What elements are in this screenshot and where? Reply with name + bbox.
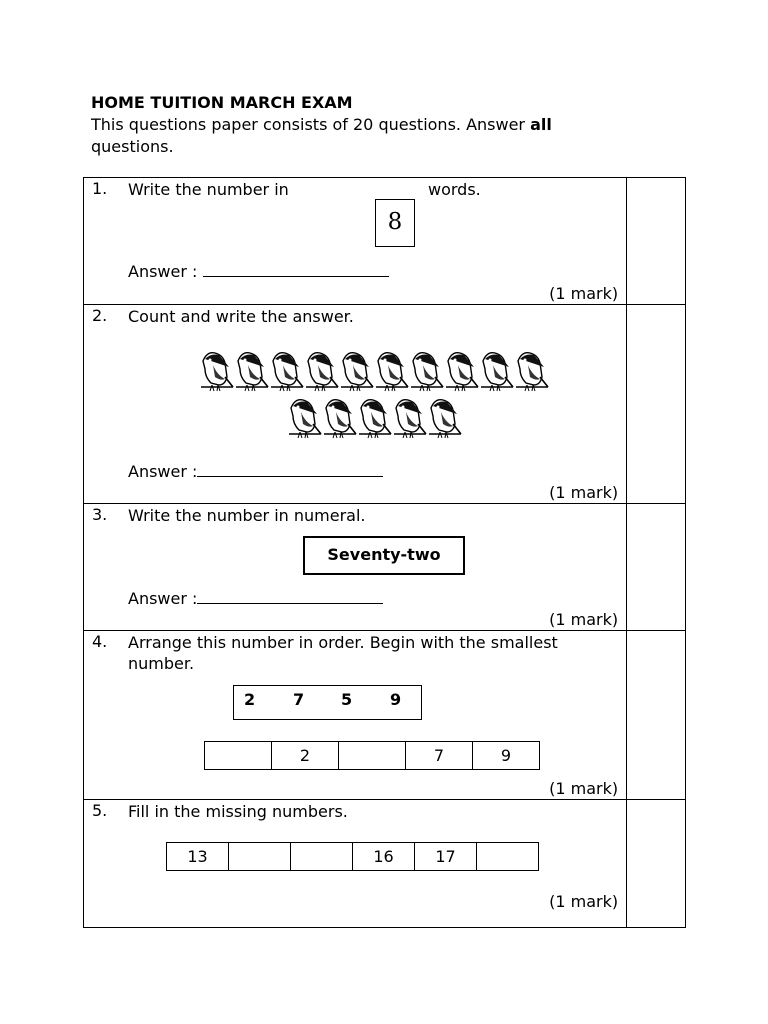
instructions-line2: questions. (91, 137, 174, 156)
question-text: Count and write the answer. (128, 307, 354, 326)
sequence-cell[interactable] (477, 843, 539, 871)
given-number: 5 (341, 690, 353, 709)
answer-area (128, 589, 383, 608)
toucan-bird-image (199, 380, 234, 399)
question-cell (84, 631, 627, 800)
given-number: 9 (390, 690, 402, 709)
question-text-line2: number. (128, 654, 195, 673)
toucan-bird-image (287, 427, 322, 446)
sequence-cell[interactable]: 13 (167, 843, 229, 871)
bird-row-1 (199, 347, 549, 399)
given-number: 7 (293, 690, 305, 709)
toucan-bird-image (479, 380, 514, 399)
question-row-1 (84, 178, 686, 305)
mark-cell (627, 178, 686, 305)
order-answer-boxes (204, 741, 540, 770)
exam-header (91, 92, 651, 158)
question-text: Write the number in (128, 180, 289, 199)
missing-numbers-boxes (166, 842, 539, 871)
answer-line[interactable] (197, 462, 383, 477)
order-cell[interactable] (339, 742, 406, 770)
question-number: 2. (92, 306, 108, 325)
question-row-4 (84, 631, 686, 800)
instructions (91, 114, 651, 136)
toucan-bird-image (234, 380, 269, 399)
question-text-end: words. (428, 180, 481, 199)
answer-label: Answer : (128, 462, 198, 481)
toucan-bird-image (514, 380, 549, 399)
question-cell (84, 800, 627, 928)
question-text: Write the number in numeral. (128, 506, 366, 525)
answer-label: Answer : (128, 589, 198, 608)
question-number: 1. (92, 179, 108, 198)
question-row-5 (84, 800, 686, 928)
number-word-box: Seventy-two (303, 536, 465, 575)
answer-area (128, 462, 383, 481)
mark-label: (1 mark) (549, 483, 619, 502)
order-cell[interactable]: 2 (272, 742, 339, 770)
question-text (128, 632, 558, 674)
question-cell (84, 305, 627, 504)
mark-cell (627, 631, 686, 800)
answer-area (128, 262, 389, 281)
toucan-bird-image (392, 427, 427, 446)
order-cell[interactable]: 7 (406, 742, 473, 770)
answer-line[interactable] (203, 262, 389, 277)
order-cell[interactable]: 9 (473, 742, 540, 770)
mark-label: (1 mark) (549, 779, 619, 798)
sequence-cell[interactable] (229, 843, 291, 871)
toucan-bird-image (322, 427, 357, 446)
question-cell (84, 504, 627, 631)
mark-cell (627, 504, 686, 631)
sequence-cell[interactable]: 16 (353, 843, 415, 871)
question-number: 3. (92, 505, 108, 524)
question-text-line1: Arrange this number in order. Begin with the smallest (128, 633, 558, 652)
sequence-cell[interactable]: 17 (415, 843, 477, 871)
answer-line[interactable] (197, 589, 383, 604)
question-text: Fill in the missing numbers. (128, 802, 348, 821)
question-number: 4. (92, 632, 108, 651)
mark-cell (627, 800, 686, 928)
question-row-2 (84, 305, 686, 504)
question-number: 5. (92, 801, 108, 820)
bird-row-2 (287, 394, 462, 446)
toucan-bird-image (357, 427, 392, 446)
given-numbers-box (233, 685, 422, 720)
sequence-cell[interactable] (291, 843, 353, 871)
instructions-text: This questions paper consists of 20 questions. Answer (91, 115, 531, 134)
question-row-3 (84, 504, 686, 631)
boxed-number: 8 (375, 199, 415, 247)
mark-label: (1 mark) (549, 284, 619, 303)
toucan-bird-image (427, 427, 462, 446)
questions-table (83, 177, 686, 928)
instructions-bold: all (530, 115, 552, 134)
order-cell[interactable] (205, 742, 272, 770)
given-number: 2 (244, 690, 256, 709)
exam-title: HOME TUITION MARCH EXAM (91, 93, 353, 112)
answer-label: Answer : (128, 262, 203, 281)
mark-cell (627, 305, 686, 504)
mark-label: (1 mark) (549, 610, 619, 629)
question-cell (84, 178, 627, 305)
mark-label: (1 mark) (549, 892, 619, 911)
